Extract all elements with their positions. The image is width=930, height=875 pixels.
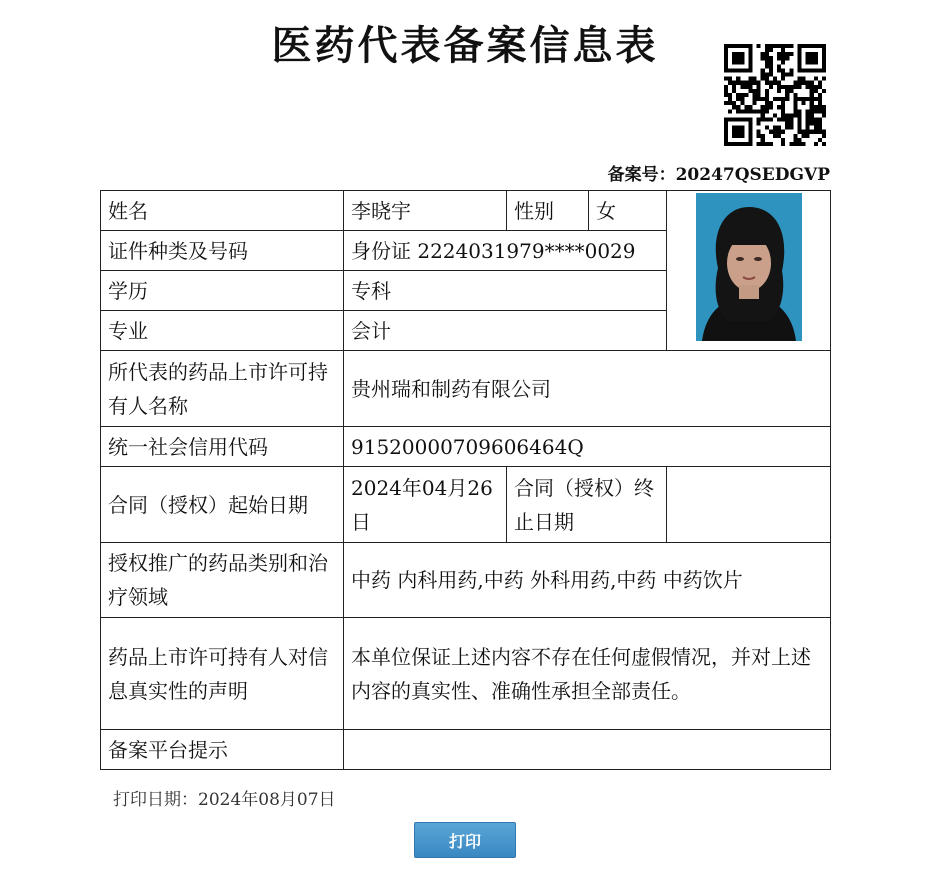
gender-label: 性别: [507, 191, 589, 231]
statement-label: 药品上市许可持有人对信息真实性的声明: [101, 618, 344, 730]
end-date-label: 合同（授权）终止日期: [507, 467, 667, 543]
id-value: 身份证 2224031979****0029: [344, 231, 667, 271]
name-value: 李晓宇: [344, 191, 507, 231]
id-photo: [696, 193, 802, 341]
platform-value: [344, 730, 831, 770]
table-row: [101, 467, 831, 543]
gender-value: 女: [589, 191, 667, 231]
major-value: 会计: [344, 311, 667, 351]
category-label: 授权推广的药品类别和治疗领域: [101, 543, 344, 618]
major-label: 专业: [101, 311, 344, 351]
table-row: [101, 618, 831, 730]
print-date-label: 打印日期：: [113, 790, 198, 810]
credit-label: 统一社会信用代码: [101, 427, 344, 467]
info-table: [100, 190, 831, 770]
table-row: [101, 351, 831, 427]
education-value: 专科: [344, 271, 667, 311]
category-value: 中药 内科用药,中药 外科用药,中药 中药饮片: [344, 543, 831, 618]
end-date-value: [667, 467, 831, 543]
holder-label: 所代表的药品上市许可持有人名称: [101, 351, 344, 427]
education-label: 学历: [101, 271, 344, 311]
record-number: [608, 160, 830, 185]
name-label: 姓名: [101, 191, 344, 231]
print-date: [113, 785, 336, 810]
id-label: 证件种类及号码: [101, 231, 344, 271]
table-row: [101, 543, 831, 618]
statement-value: 本单位保证上述内容不存在任何虚假情况，并对上述内容的真实性、准确性承担全部责任。: [344, 618, 831, 730]
table-row: [101, 191, 831, 231]
start-date-value: 2024年04月26日: [344, 467, 507, 543]
credit-value: 91520000709606464Q: [344, 427, 831, 467]
photo-cell: [667, 191, 831, 351]
record-number-label: 备案号：: [607, 165, 676, 185]
start-date-label: 合同（授权）起始日期: [101, 467, 344, 543]
holder-value: 贵州瑞和制药有限公司: [344, 351, 831, 427]
table-row: [101, 730, 831, 770]
platform-label: 备案平台提示: [101, 730, 344, 770]
qr-code-icon: [724, 44, 826, 146]
print-date-value: 2024年08月07日: [198, 790, 336, 810]
print-button[interactable]: 打印: [414, 822, 516, 858]
page-title: 医药代表备案信息表: [271, 22, 659, 69]
table-row: [101, 427, 831, 467]
record-number-value: 20247QSEDGVP: [675, 165, 830, 185]
